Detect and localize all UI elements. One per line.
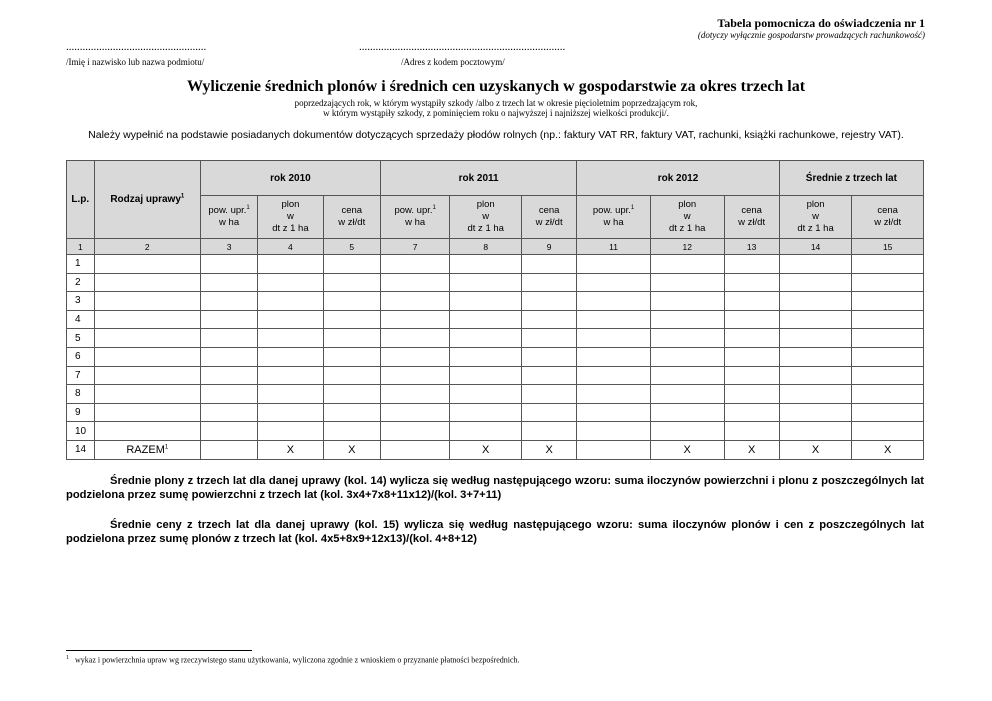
- price-label: cena: [877, 205, 898, 216]
- data-cell[interactable]: [380, 347, 450, 366]
- data-cell[interactable]: [650, 347, 724, 366]
- data-cell[interactable]: [779, 422, 852, 441]
- formula-average-price-text: Średnie ceny z trzech lat dla danej uprawy (kol. 15) wylicza się według następującego wzoru: suma iloczynów plonów i cen z poszczególnych lat podzielona przez sumę plonów z trzech lat (kol. 4x5+8x9+12x13)/(kol. 4+8+12): [66, 519, 924, 545]
- data-cell[interactable]: [577, 403, 651, 422]
- data-cell[interactable]: [323, 422, 380, 441]
- data-cell[interactable]: [522, 385, 577, 404]
- column-number: 9: [522, 239, 577, 255]
- data-cell[interactable]: [200, 403, 257, 422]
- yield-label: plon: [806, 199, 825, 210]
- row-number: 5: [67, 329, 95, 348]
- column-number: 13: [724, 239, 779, 255]
- table-row: [67, 366, 924, 385]
- name-field-dots[interactable]: ...................................................: [66, 41, 207, 53]
- data-cell[interactable]: [200, 292, 257, 311]
- data-cell[interactable]: [323, 292, 380, 311]
- data-cell[interactable]: [577, 273, 651, 292]
- page-subtitle-line-2: w którym wystąpiły szkody, z pominięciem roku o najwyższej i najniższej wielkości produkcji/.: [323, 108, 669, 118]
- yield-unit: dt z 1 ha: [668, 223, 706, 234]
- column-number: 15: [852, 239, 924, 255]
- table-row: [67, 403, 924, 422]
- subheader-price: [323, 196, 380, 239]
- header-year-2011: rok 2011: [380, 161, 576, 196]
- column-number: 2: [94, 239, 200, 255]
- subheader-yield: [258, 196, 323, 239]
- data-cell[interactable]: [258, 403, 323, 422]
- column-number: 11: [577, 239, 651, 255]
- header-crop-footnote-mark: 1: [180, 193, 185, 200]
- data-cell[interactable]: [522, 347, 577, 366]
- data-cell[interactable]: [323, 329, 380, 348]
- data-cell[interactable]: [94, 347, 200, 366]
- data-cell[interactable]: [779, 292, 852, 311]
- sum-row: [67, 440, 924, 459]
- data-cell[interactable]: [200, 422, 257, 441]
- data-cell[interactable]: [258, 422, 323, 441]
- data-cell[interactable]: [650, 310, 724, 329]
- header-lp: L.p.: [67, 161, 95, 239]
- data-cell[interactable]: [258, 329, 323, 348]
- yield-unit: dt z 1 ha: [467, 223, 504, 234]
- data-cell[interactable]: [323, 366, 380, 385]
- data-cell[interactable]: [522, 273, 577, 292]
- data-cell[interactable]: [577, 347, 651, 366]
- yield-unit: dt z 1 ha: [797, 223, 834, 234]
- yield-unit: dt z 1 ha: [272, 223, 309, 234]
- data-cell[interactable]: [380, 385, 450, 404]
- table-row: [67, 385, 924, 404]
- price-unit: w zł/dt: [874, 217, 902, 228]
- column-number: 7: [380, 239, 450, 255]
- data-cell[interactable]: [94, 403, 200, 422]
- data-cell[interactable]: [522, 292, 577, 311]
- column-number: 5: [323, 239, 380, 255]
- sum-x-cell: X: [650, 440, 724, 459]
- data-cell[interactable]: [522, 329, 577, 348]
- form-table-subtitle: (dotyczy wyłącznie gospodarstw prowadzących rachunkowość): [697, 30, 925, 40]
- area-unit: w ha: [219, 217, 240, 228]
- data-cell[interactable]: [94, 422, 200, 441]
- data-cell[interactable]: [779, 347, 852, 366]
- data-cell[interactable]: [94, 385, 200, 404]
- data-cell[interactable]: [724, 366, 779, 385]
- price-unit: w zł/dt: [535, 217, 563, 228]
- area-footnote-mark: 1: [630, 204, 635, 211]
- price-unit: w zł/dt: [738, 217, 766, 228]
- data-cell[interactable]: [450, 347, 522, 366]
- footnote-text: wykaz i powierzchnia upraw wg rzeczywistego stanu użytkowania, wyliczona zgodnie z wnioskiem o przyznanie płatności bezpośrednich.: [75, 655, 520, 665]
- data-cell[interactable]: [650, 366, 724, 385]
- yield-label-w: w: [482, 211, 490, 222]
- data-cell[interactable]: [650, 273, 724, 292]
- data-cell[interactable]: [323, 255, 380, 274]
- data-cell[interactable]: [94, 255, 200, 274]
- data-cell[interactable]: [94, 366, 200, 385]
- form-table-title: Tabela pomocnicza do oświadczenia nr 1: [717, 16, 925, 30]
- data-cell[interactable]: [852, 366, 924, 385]
- data-cell[interactable]: [258, 292, 323, 311]
- sum-area-2012-cell[interactable]: [577, 440, 651, 459]
- data-cell[interactable]: [258, 347, 323, 366]
- formula-average-yield: [66, 474, 924, 502]
- page-title: Wyliczenie średnich plonów i średnich cen uzyskanych w gospodarstwie za okres trzech lat: [186, 78, 806, 95]
- data-cell[interactable]: [380, 329, 450, 348]
- row-number: 9: [67, 403, 95, 422]
- subheader-area: [200, 196, 257, 239]
- page-subtitle-line-1: poprzedzających rok, w którym wystąpiły szkody /albo z trzech lat w okresie pięcioletnim poprzedzającym rok,: [294, 98, 698, 108]
- data-cell[interactable]: [380, 422, 450, 441]
- data-cell[interactable]: [94, 273, 200, 292]
- data-cell[interactable]: [577, 310, 651, 329]
- area-label: pow. upr.: [208, 205, 247, 216]
- subheader-area: [577, 196, 651, 239]
- data-cell[interactable]: [852, 310, 924, 329]
- data-cell[interactable]: [258, 255, 323, 274]
- page-subtitle: [0, 98, 992, 118]
- data-cell[interactable]: [779, 366, 852, 385]
- data-cell[interactable]: [650, 292, 724, 311]
- subheader-price: [724, 196, 779, 239]
- header-crop: [94, 161, 200, 239]
- data-cell[interactable]: [779, 255, 852, 274]
- footnote-mark: 1: [66, 655, 69, 661]
- data-cell[interactable]: [724, 422, 779, 441]
- area-footnote-mark: 1: [246, 204, 250, 211]
- yield-label-w: w: [812, 211, 819, 222]
- yield-label: plon: [678, 199, 697, 210]
- data-cell[interactable]: [577, 255, 651, 274]
- header-average: Średnie z trzech lat: [779, 161, 923, 196]
- data-cell[interactable]: [852, 403, 924, 422]
- table-row: [67, 292, 924, 311]
- data-cell[interactable]: [724, 292, 779, 311]
- data-cell[interactable]: [200, 385, 257, 404]
- data-cell[interactable]: [450, 273, 522, 292]
- table-row: [67, 273, 924, 292]
- data-cell[interactable]: [724, 347, 779, 366]
- data-cell[interactable]: [522, 366, 577, 385]
- header-crop-label: Rodzaj uprawy: [110, 194, 181, 205]
- data-cell[interactable]: [200, 329, 257, 348]
- data-cell[interactable]: [724, 403, 779, 422]
- data-cell[interactable]: [200, 255, 257, 274]
- sum-x-cell: X: [724, 440, 779, 459]
- sum-x-cell: X: [258, 440, 323, 459]
- data-cell[interactable]: [577, 366, 651, 385]
- sum-x-cell: X: [522, 440, 577, 459]
- data-cell[interactable]: [522, 255, 577, 274]
- yield-label: plon: [476, 199, 495, 210]
- data-cell[interactable]: [450, 385, 522, 404]
- address-field-dots[interactable]: ...........................................................................: [359, 41, 566, 53]
- data-cell[interactable]: [450, 329, 522, 348]
- data-cell[interactable]: [650, 385, 724, 404]
- data-cell[interactable]: [724, 255, 779, 274]
- name-field-caption: /Imię i nazwisko lub nazwa podmiotu/: [66, 57, 205, 67]
- data-cell[interactable]: [380, 366, 450, 385]
- subheader-yield: [650, 196, 724, 239]
- data-cell[interactable]: [200, 273, 257, 292]
- column-number: 14: [779, 239, 852, 255]
- data-cell[interactable]: [450, 366, 522, 385]
- data-cell[interactable]: [852, 273, 924, 292]
- data-cell[interactable]: [94, 292, 200, 311]
- data-cell[interactable]: [577, 292, 651, 311]
- area-label: pow. upr.: [592, 205, 631, 216]
- row-number: 8: [67, 385, 95, 404]
- data-cell[interactable]: [779, 273, 852, 292]
- data-cell[interactable]: [522, 403, 577, 422]
- data-cell[interactable]: [724, 329, 779, 348]
- price-label: cena: [538, 205, 560, 216]
- row-number: 10: [67, 422, 95, 441]
- data-cell[interactable]: [323, 385, 380, 404]
- subheader-yield: [450, 196, 522, 239]
- table-row: [67, 347, 924, 366]
- data-cell[interactable]: [380, 403, 450, 422]
- column-number: 1: [67, 239, 95, 255]
- data-cell[interactable]: [522, 422, 577, 441]
- subheader-area: [380, 196, 450, 239]
- price-label: cena: [741, 205, 762, 216]
- data-cell[interactable]: [323, 310, 380, 329]
- sum-area-2010-cell[interactable]: [200, 440, 257, 459]
- yield-label-w: w: [683, 211, 691, 222]
- sum-x-cell: X: [852, 440, 924, 459]
- subheader-avg-yield: [779, 196, 852, 239]
- price-label: cena: [341, 205, 363, 216]
- data-cell[interactable]: [200, 347, 257, 366]
- row-number: 4: [67, 310, 95, 329]
- data-cell[interactable]: [577, 422, 651, 441]
- header-year-2010: rok 2010: [200, 161, 380, 196]
- data-cell[interactable]: [380, 310, 450, 329]
- sum-area-2011-cell[interactable]: [380, 440, 450, 459]
- area-unit: w ha: [603, 217, 624, 228]
- sum-row-label-cell: [94, 440, 200, 459]
- row-number: 3: [67, 292, 95, 311]
- price-unit: w zł/dt: [338, 217, 366, 228]
- yield-label: plon: [281, 199, 300, 210]
- data-cell[interactable]: [852, 347, 924, 366]
- data-cell[interactable]: [724, 385, 779, 404]
- instruction-text: Należy wypełnić na podstawie posiadanych dokumentów dotyczących sprzedaży płodów rolnych (np.: faktury VAT RR, faktury VAT, rachunki, książki rachunkowe, rejestry VAT).: [88, 129, 904, 141]
- sum-x-cell: X: [323, 440, 380, 459]
- area-unit: w ha: [405, 217, 426, 228]
- data-cell[interactable]: [380, 255, 450, 274]
- data-cell[interactable]: [200, 366, 257, 385]
- row-number: 2: [67, 273, 95, 292]
- area-label: pow. upr.: [394, 205, 433, 216]
- data-cell[interactable]: [450, 255, 522, 274]
- sum-row-footnote-mark: 1: [164, 444, 169, 451]
- data-cell[interactable]: [724, 310, 779, 329]
- formula-average-yield-text: Średnie plony z trzech lat dla danej uprawy (kol. 14) wylicza się według następującego wzoru: suma iloczynów powierzchni i plonu z poszczególnych lat podzielona przez sumę powierzchni z trzech lat (kol. 3x4+7x8+11x12)/(kol. 3+7+11): [66, 475, 924, 501]
- data-cell[interactable]: [323, 273, 380, 292]
- column-number-row: [67, 239, 924, 255]
- data-cell[interactable]: [450, 310, 522, 329]
- row-number: 7: [67, 366, 95, 385]
- data-cell[interactable]: [650, 329, 724, 348]
- data-cell[interactable]: [258, 310, 323, 329]
- data-cell[interactable]: [724, 273, 779, 292]
- data-cell[interactable]: [577, 329, 651, 348]
- data-cell[interactable]: [450, 403, 522, 422]
- subheader-price: [522, 196, 577, 239]
- column-number: 8: [450, 239, 522, 255]
- data-cell[interactable]: [650, 255, 724, 274]
- data-cell[interactable]: [258, 385, 323, 404]
- column-number: 4: [258, 239, 323, 255]
- data-cell[interactable]: [779, 403, 852, 422]
- data-cell[interactable]: [852, 385, 924, 404]
- row-number: 6: [67, 347, 95, 366]
- sum-x-cell: X: [779, 440, 852, 459]
- data-cell[interactable]: [650, 422, 724, 441]
- table-row: [67, 422, 924, 441]
- data-cell[interactable]: [200, 310, 257, 329]
- column-number: 12: [650, 239, 724, 255]
- data-cell[interactable]: [779, 385, 852, 404]
- data-cell[interactable]: [323, 347, 380, 366]
- data-cell[interactable]: [779, 329, 852, 348]
- data-cell[interactable]: [323, 403, 380, 422]
- address-field-caption: /Adres z kodem pocztowym/: [401, 57, 505, 67]
- data-cell[interactable]: [94, 329, 200, 348]
- data-cell[interactable]: [577, 385, 651, 404]
- data-cell[interactable]: [94, 310, 200, 329]
- header-year-2012: rok 2012: [577, 161, 779, 196]
- data-cell[interactable]: [380, 292, 450, 311]
- area-footnote-mark: 1: [432, 204, 436, 211]
- row-number: 1: [67, 255, 95, 274]
- yield-price-table: [66, 160, 924, 460]
- formula-average-price: [66, 518, 924, 546]
- data-cell[interactable]: [852, 255, 924, 274]
- data-cell[interactable]: [258, 273, 323, 292]
- table-body: [67, 255, 924, 441]
- data-cell[interactable]: [852, 329, 924, 348]
- column-number: 3: [200, 239, 257, 255]
- data-cell[interactable]: [522, 310, 577, 329]
- data-cell[interactable]: [450, 292, 522, 311]
- table-row: [67, 255, 924, 274]
- data-cell[interactable]: [650, 403, 724, 422]
- footnote: [66, 655, 520, 665]
- table-row: [67, 310, 924, 329]
- table-row: [67, 329, 924, 348]
- data-cell[interactable]: [852, 292, 924, 311]
- yield-label-w: w: [286, 211, 294, 222]
- data-cell[interactable]: [852, 422, 924, 441]
- footnote-divider: [66, 650, 252, 651]
- data-cell[interactable]: [258, 366, 323, 385]
- subheader-avg-price: [852, 196, 924, 239]
- data-cell[interactable]: [450, 422, 522, 441]
- sum-row-label: RAZEM: [126, 443, 165, 456]
- data-cell[interactable]: [380, 273, 450, 292]
- sum-x-cell: X: [450, 440, 522, 459]
- sum-row-lp: 14: [67, 440, 95, 459]
- data-cell[interactable]: [779, 310, 852, 329]
